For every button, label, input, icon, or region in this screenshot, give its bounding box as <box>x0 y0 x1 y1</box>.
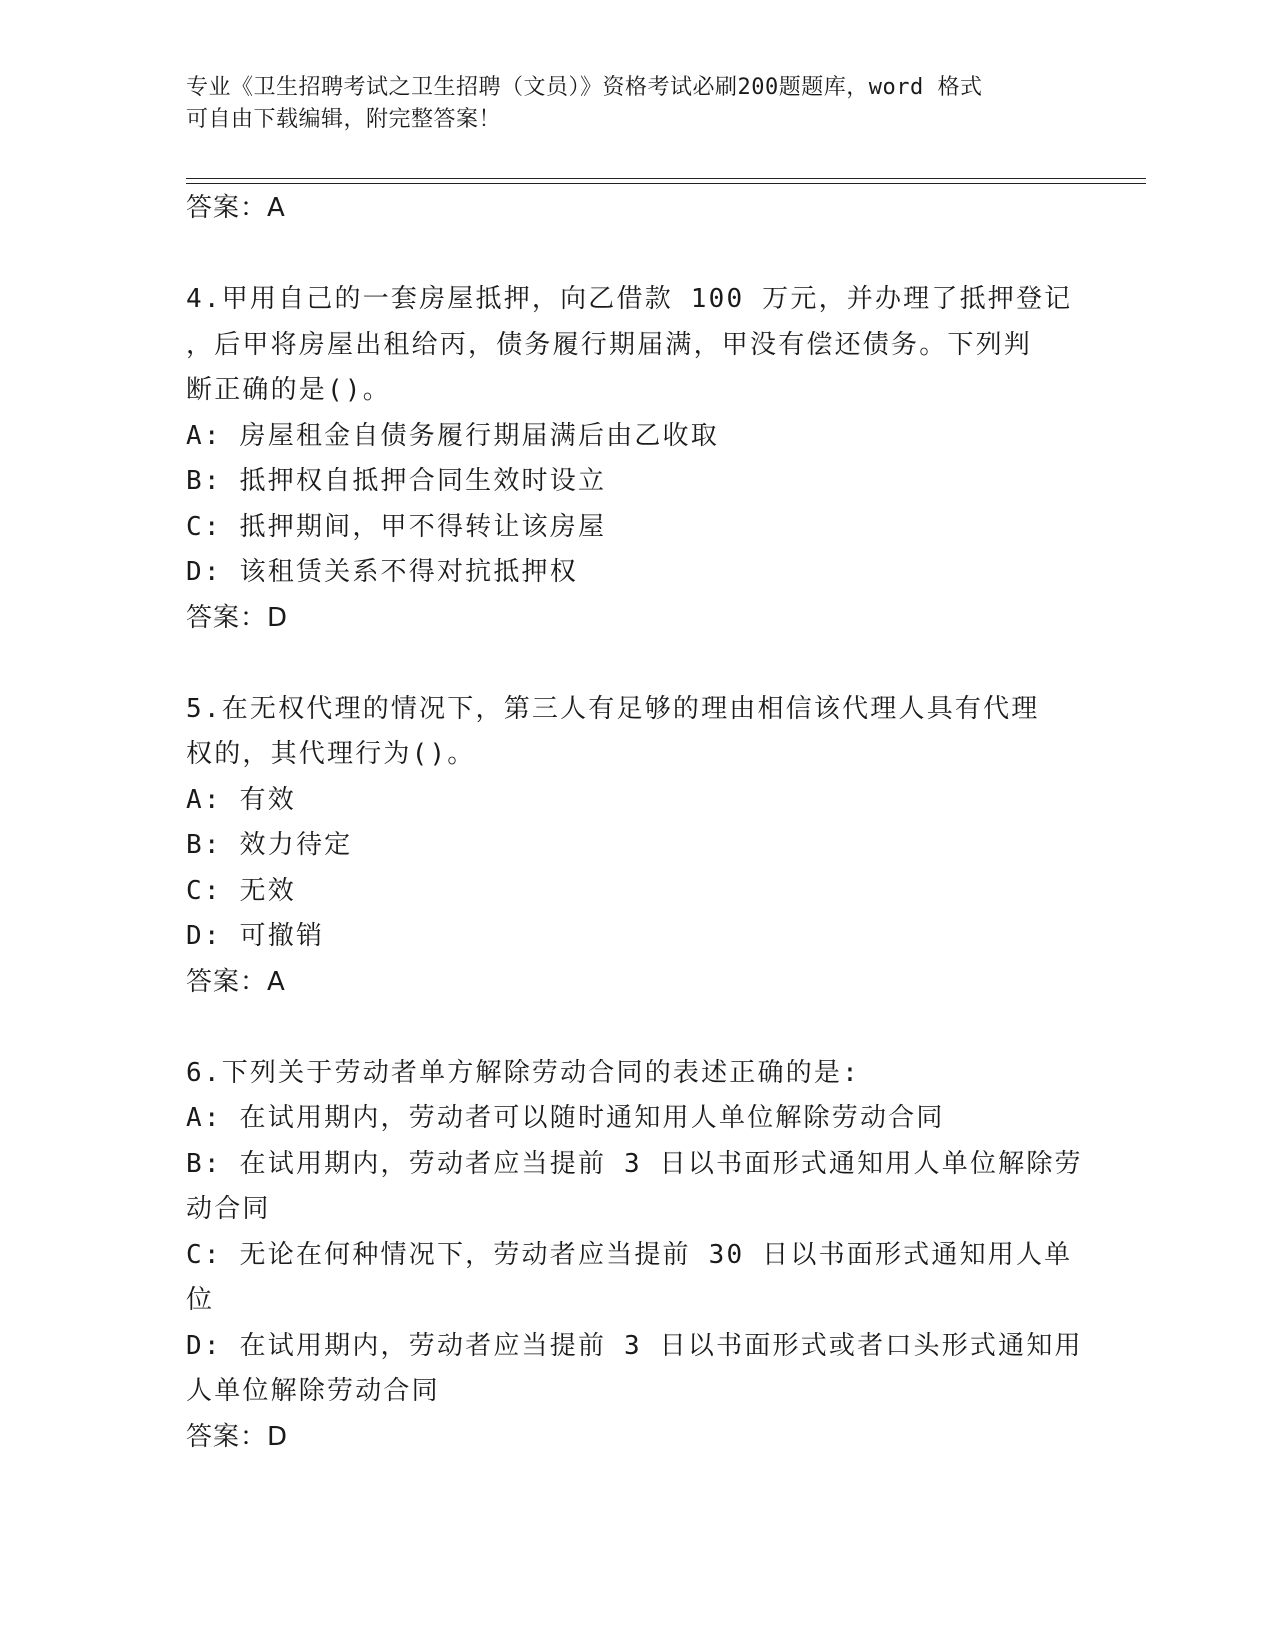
answer-line: 答案：D <box>186 1421 289 1452</box>
option-a: A: 有效 <box>186 784 296 815</box>
question-stem-line: 5.在无权代理的情况下，第三人有足够的理由相信该代理人具有代理 <box>186 693 1040 724</box>
question-stem-line: 6.下列关于劳动者单方解除劳动合同的表述正确的是: <box>186 1057 860 1088</box>
question-block <box>186 277 1086 641</box>
answer-line: 答案：A <box>186 193 286 223</box>
option-b: B: 抵押权自抵押合同生效时设立 <box>186 466 607 496</box>
answer-line: 答案：D <box>186 602 289 633</box>
option-b: B: 效力待定 <box>186 830 353 860</box>
header-divider-top <box>186 178 1146 179</box>
question-content <box>186 186 1086 1460</box>
option-a: A: 房屋租金自债务履行期届满后由乙收取 <box>186 420 719 451</box>
answer-line: 答案：A <box>186 966 286 997</box>
header-line-2: 可自由下载编辑，附完整答案！ <box>186 107 502 132</box>
option-d: D: 该租赁关系不得对抗抵押权 <box>186 557 578 587</box>
header-divider-bottom <box>186 183 1146 184</box>
option-b: B: 在试用期内，劳动者应当提前 3 日以书面形式通知用人单位解除劳 <box>186 1148 1083 1179</box>
option-c-continued: 位 <box>186 1285 215 1315</box>
question-block <box>186 687 1086 1006</box>
question-stem-line: 4.甲用自己的一套房屋抵押，向乙借款 100 万元，并办理了抵押登记 <box>186 284 1073 314</box>
question-stem-line: ，后甲将房屋出租给丙，债务履行期届满，甲没有偿还债务。下列判 <box>186 329 1033 360</box>
question-block <box>186 1051 1086 1461</box>
option-d: D: 可撤销 <box>186 921 325 951</box>
header-line-1: 专业《卫生招聘考试之卫生招聘（文员）》资格考试必刷200题题库，word 格式 <box>186 75 983 100</box>
spacer <box>186 641 1086 687</box>
option-c: C: 抵押期间，甲不得转让该房屋 <box>186 511 607 542</box>
option-c: C: 无论在何种情况下，劳动者应当提前 30 日以书面形式通知用人单 <box>186 1239 1073 1270</box>
option-a: A: 在试用期内，劳动者可以随时通知用人单位解除劳动合同 <box>186 1103 945 1133</box>
document-header <box>186 72 1066 136</box>
option-c: C: 无效 <box>186 875 296 906</box>
spacer <box>186 1005 1086 1051</box>
option-d-continued: 人单位解除劳动合同 <box>186 1376 440 1406</box>
option-d: D: 在试用期内，劳动者应当提前 3 日以书面形式或者口头形式通知用 <box>186 1330 1083 1361</box>
spacer <box>186 232 1086 278</box>
question-stem-line: 断正确的是()。 <box>186 375 391 405</box>
question-stem-line: 权的，其代理行为()。 <box>186 739 476 769</box>
option-b-continued: 动合同 <box>186 1194 271 1224</box>
